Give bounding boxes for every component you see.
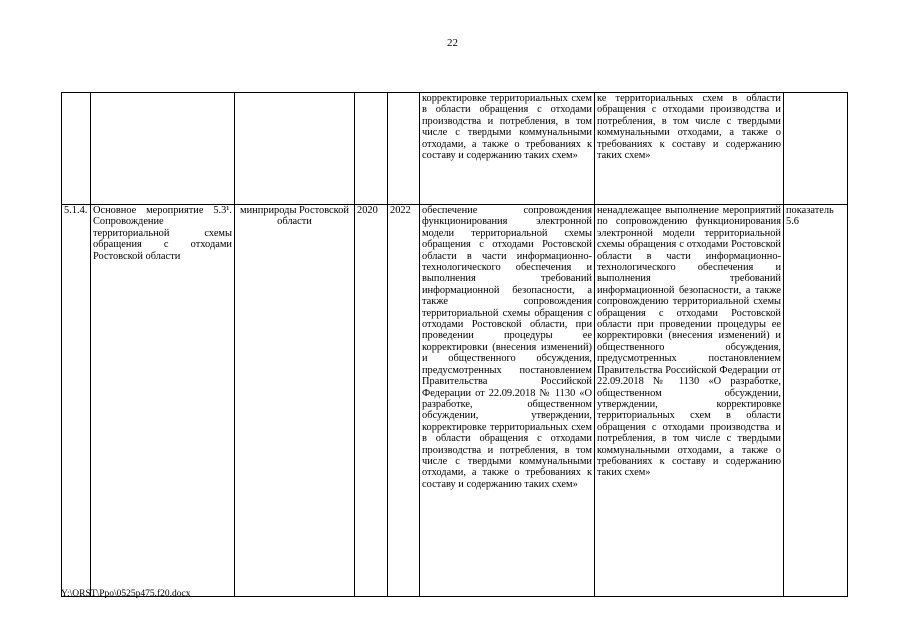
cell-number [62, 93, 91, 205]
cell-end-year [388, 93, 420, 205]
cell-start-year [355, 93, 388, 205]
cell-consequences: ненадлежащее выполнение мероприятий по сопровождению функционирования электронной модели территориальной схемы обращения с отходами Ростовской области в части информационно-технологического обеспечения и выполнения требований информационной безопасности, а также сопровождению территориальной схемы обращения с отходами Ростовской области при проведении процедуры ее корректировки (внесения изменений) и общественного обсуждения, предусмотренных постановлением Правительства Российской Федерации от 22.09.2018 № 1130 «О разработке, общественном обсуждении, утверждении, корректировке территориальных схем в области обращения с отходами производства и потребления, в том числе с твердыми коммунальными отходами, а также о требованиях к составу и содержанию таких схем» [595, 205, 784, 597]
file-path-footer: Y:\ORST\Ppo\0525p475.f20.docx [61, 589, 191, 599]
cell-executor: минприроды Ростовской области [235, 205, 355, 597]
cell-indicator: показатель 5.6 [784, 205, 848, 597]
measures-table [61, 92, 848, 597]
cell-measure [91, 93, 235, 205]
cell-measure: Основное мероприятие 5.3¹. Сопровождение территориальной схемы обращения с отходами Ростовской области [91, 205, 235, 597]
cell-start-year: 2020 [355, 205, 388, 597]
cell-executor [235, 93, 355, 205]
cell-expected-result: обеспечение сопровождения функционирования электронной модели территориальной схемы обращения с отходами Ростовской области в части информационно-технологического обеспечения и выполнения требований информационной безопасности, а также сопровождения территориальной схемы обращения с отходами Ростовской области, при проведении процедуры ее корректировки (внесения изменений) и общественного обсуждения, предусмотренных постановлением Правительства Российской Федерации от 22.09.2018 № 1130 «О разработке, общественном обсуждении, утверждении, корректировке территориальных схем в области обращения с отходами производства и потребления, в том числе с твердыми коммунальными отходами, а также о требованиях к составу и содержанию таких схем» [420, 205, 595, 597]
cell-expected-result: корректировке территориальных схем в области обращения с отходами производства и потребления, в том числе с твердыми коммунальными отходами, а также о требованиях к составу и содержанию таких схем» [420, 93, 595, 205]
cell-number: 5.1.4. [62, 205, 91, 597]
table-row [62, 205, 848, 597]
cell-consequences: ке территориальных схем в области обращения с отходами производства и потребления, в том числе с твердыми коммунальными отходами, а также о требованиях к составу и содержанию таких схем» [595, 93, 784, 205]
cell-end-year: 2022 [388, 205, 420, 597]
cell-indicator [784, 93, 848, 205]
page-number: 22 [447, 37, 458, 49]
table-row [62, 93, 848, 205]
